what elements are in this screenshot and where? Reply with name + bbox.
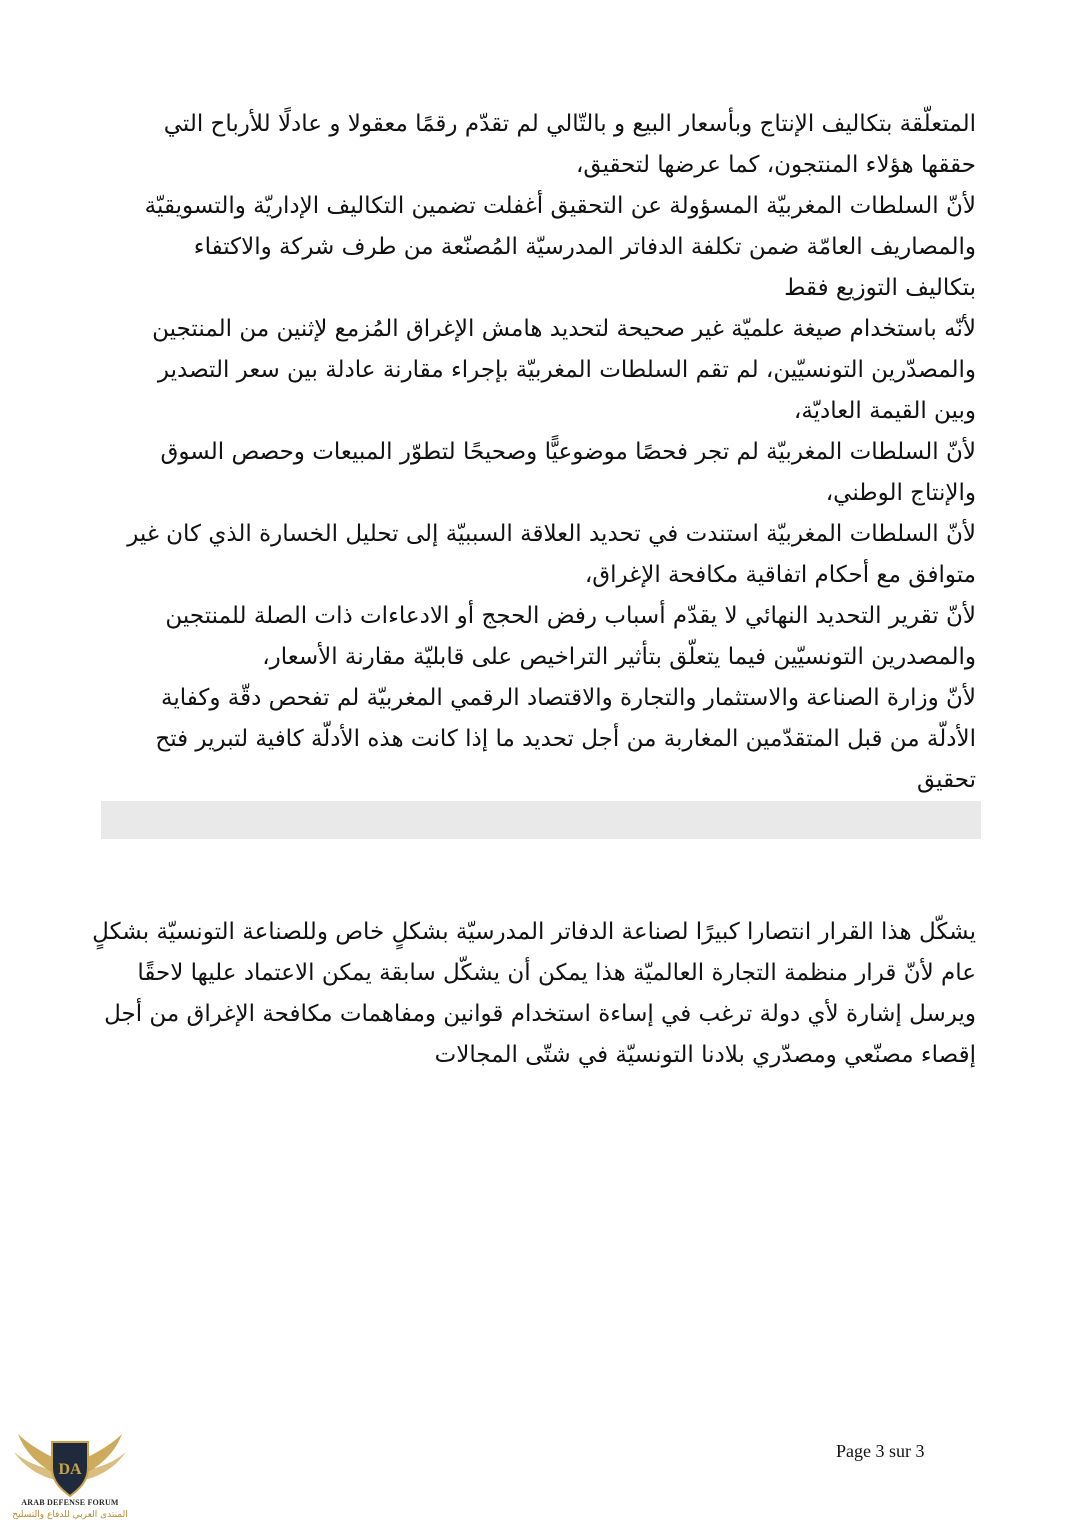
text-line: والمصاريف العامّة ضمن تكلفة الدفاتر المدرسيّة المُصنّعة من طرف شركة والاكتفاء <box>193 234 976 260</box>
logo-subtitle: المنتدى العربي للدفاع والتسليح <box>12 1510 128 1520</box>
text-line: إقصاء مصنّعي ومصدّري بلادنا التونسيّة في شتّى المجالات <box>434 1042 976 1068</box>
text-line: والمصدّرين التونسيّين، لم تقم السلطات المغربيّة بإجراء مقارنة عادلة بين سعر التصدير <box>157 357 976 383</box>
text-line: لأنّ وزارة الصناعة والاستثمار والتجارة والاقتصاد الرقمي المغربيّة لم تفحص دقّة وكفاية <box>161 685 976 711</box>
text-line: تحقيق <box>916 767 976 793</box>
text-line: عام لأنّ قرار منظمة التجارة العالميّة هذا يمكن أن يشكّل سابقة يمكن الاعتماد عليها لاحقًا <box>137 960 976 986</box>
shield-wings-icon <box>0 1430 140 1500</box>
text-line: لأنّ تقرير التحديد النهائي لا يقدّم أسباب رفض الحجج أو الادعاءات ذات الصلة للمنتجين <box>165 603 976 629</box>
justification-paragraph <box>127 104 976 801</box>
logo-monogram: DA <box>58 1461 82 1478</box>
text-line: يشكّل هذا القرار انتصارا كبيرًا لصناعة الدفاتر المدرسيّة بشكلٍ خاص وللصناعة التونسيّة بشكلٍ <box>92 919 976 945</box>
text-line: والمصدرين التونسيّين فيما يتعلّق بتأثير التراخيص على قابليّة مقارنة الأسعار، <box>262 644 976 670</box>
gray-separator-band <box>101 801 981 839</box>
text-line: لأنّ السلطات المغربيّة المسؤولة عن التحقيق أغفلت تضمين التكاليف الإداريّة والتسويقيّة <box>144 193 976 219</box>
text-line: لأنّه باستخدام صيغة علميّة غير صحيحة لتحديد هامش الإغراق المُزمع لإثنين من المنتجين <box>152 316 976 342</box>
text-line: المتعلّقة بتكاليف الإنتاج وبأسعار البيع و بالتّالي لم تقدّم رقمًا معقولا و عادلًا للأرباح التي <box>163 111 976 137</box>
text-line: الأدلّة من قبل المتقدّمين المغاربة من أجل تحديد ما إذا كانت هذه الأدلّة كافية لتبرير فتح <box>155 726 976 752</box>
text-line: وبين القيمة العاديّة، <box>793 398 976 424</box>
text-line: لأنّ السلطات المغربيّة استندت في تحديد العلاقة السببيّة إلى تحليل الخسارة الذي كان غير <box>127 521 976 547</box>
text-line: بتكاليف التوزيع فقط <box>784 275 976 301</box>
conclusion-paragraph <box>92 912 976 1076</box>
text-line: ويرسل إشارة لأي دولة ترغب في إساءة استخدام قوانين ومفاهمات مكافحة الإغراق من أجل <box>104 1001 976 1027</box>
text-line: لأنّ السلطات المغربيّة لم تجر فحصًا موضوعيًّا وصحيحًا لتطوّر المبيعات وحصص السوق <box>160 439 976 465</box>
page-number: Page 3 sur 3 <box>836 1441 925 1461</box>
text-line: متوافق مع أحكام اتفاقية مكافحة الإغراق، <box>584 562 976 588</box>
forum-watermark-logo <box>0 1430 140 1529</box>
logo-title: ARAB DEFENSE FORUM <box>21 1498 119 1507</box>
text-line: والإنتاج الوطني، <box>825 480 976 506</box>
text-line: حققها هؤلاء المنتجون، كما عرضها لتحقيق، <box>576 152 976 178</box>
